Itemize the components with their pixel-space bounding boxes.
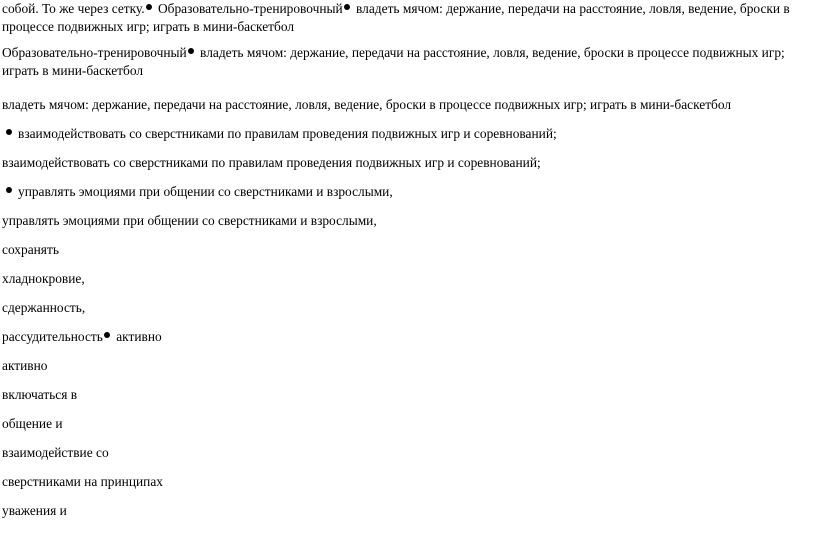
text-fragment: взаимодействовать со сверстниками по правилам проведения подвижных игр и соревнований; bbox=[18, 126, 557, 141]
text-fragment: включаться в bbox=[2, 387, 78, 402]
bullet-icon bbox=[6, 129, 12, 135]
bullet-item-emotions bbox=[2, 183, 814, 201]
text-fragment: хладнокровие, bbox=[2, 271, 85, 286]
paragraph-intro bbox=[2, 0, 814, 36]
text-fragment: рассудительность bbox=[2, 329, 103, 344]
text-fragment: активно bbox=[2, 358, 48, 373]
paragraph-line bbox=[2, 386, 814, 404]
paragraph-line bbox=[2, 357, 814, 375]
paragraph-line bbox=[2, 299, 814, 317]
paragraph-line bbox=[2, 473, 814, 491]
paragraph-ball-skills bbox=[2, 96, 814, 114]
text-fragment: активно bbox=[112, 329, 162, 344]
bullet-icon bbox=[344, 4, 350, 10]
text-fragment: собой. То же через сетку. bbox=[2, 1, 145, 16]
bullet-icon bbox=[6, 187, 12, 193]
paragraph-interaction bbox=[2, 154, 814, 172]
paragraph-line bbox=[2, 502, 814, 520]
text-fragment: Образовательно-тренировочный bbox=[2, 45, 187, 60]
bullet-icon bbox=[104, 332, 110, 338]
text-fragment: уважения и bbox=[2, 503, 67, 518]
text-fragment: Образовательно-тренировочный bbox=[154, 1, 343, 16]
text-fragment: общение и bbox=[2, 416, 63, 431]
text-fragment: сохранять bbox=[2, 242, 59, 257]
paragraph-line bbox=[2, 444, 814, 462]
bullet-icon bbox=[188, 48, 194, 54]
text-fragment: сверстниками на принципах bbox=[2, 474, 163, 489]
paragraph-line bbox=[2, 241, 814, 259]
paragraph-line bbox=[2, 328, 814, 346]
text-fragment: владеть мячом: держание, передачи на расстояние, ловля, ведение, броски в процессе подвижных игр; играть в мини-баскетбол bbox=[2, 45, 785, 78]
text-fragment: управлять эмоциями при общении со сверстниками и взрослыми, bbox=[18, 184, 393, 199]
text-fragment: управлять эмоциями при общении со сверстниками и взрослыми, bbox=[2, 213, 377, 228]
paragraph-line bbox=[2, 270, 814, 288]
paragraph-line bbox=[2, 415, 814, 433]
paragraph-training bbox=[2, 44, 814, 80]
bullet-item-interaction bbox=[2, 125, 814, 143]
text-fragment: владеть мячом: держание, передачи на расстояние, ловля, ведение, броски в процессе подвижных игр; играть в мини-баскетбол bbox=[2, 97, 732, 112]
text-fragment: сдержанность, bbox=[2, 300, 86, 315]
text-fragment: владеть мячом: держание, передачи на расстояние, ловля, ведение, броски в процессе подвижных игр; играть в мини-баскетбол bbox=[2, 1, 790, 34]
text-fragment: взаимодействовать со сверстниками по правилам проведения подвижных игр и соревнований; bbox=[2, 155, 541, 170]
paragraph-emotions bbox=[2, 212, 814, 230]
bullet-icon bbox=[146, 4, 152, 10]
text-fragment: взаимодействие со bbox=[2, 445, 109, 460]
